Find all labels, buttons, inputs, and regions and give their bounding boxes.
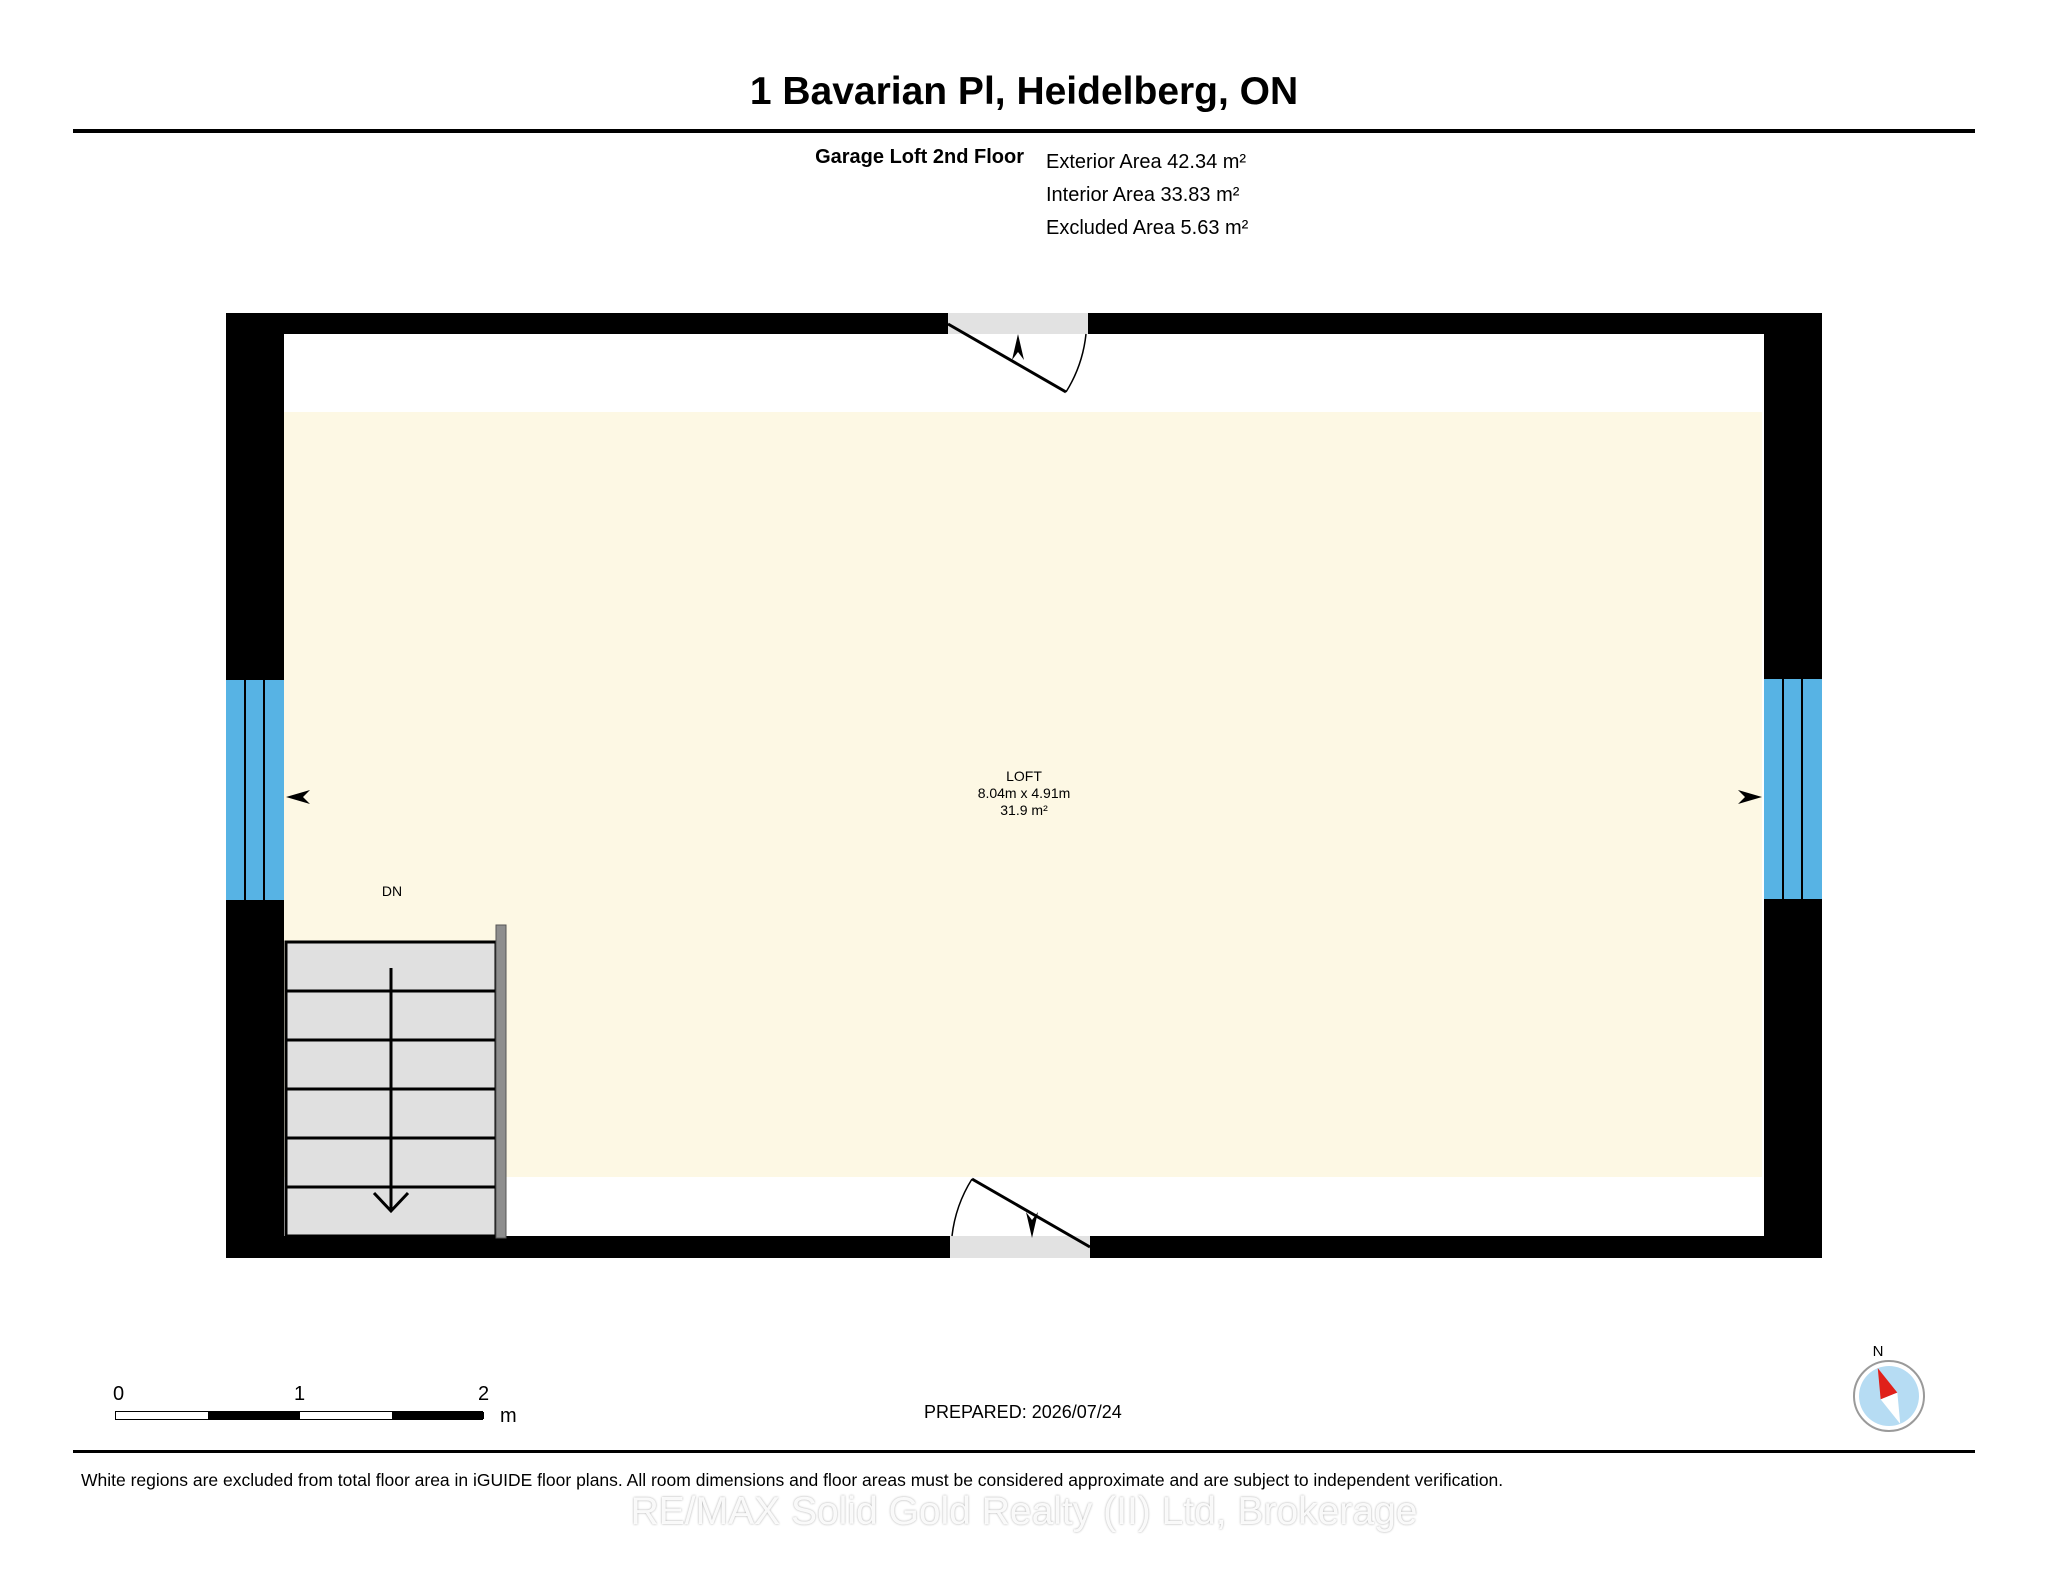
stairs <box>286 925 506 1238</box>
brokerage-watermark: RE/MAX Solid Gold Realty (II) Ltd, Brokerage <box>630 1490 1418 1533</box>
room-area: 31.9 m² <box>1000 802 1048 818</box>
compass-icon <box>1854 1361 1924 1431</box>
bottom-door-opening <box>950 1236 1090 1258</box>
footer-divider <box>73 1450 1975 1453</box>
scale-tick-1: 1 <box>294 1383 306 1405</box>
stairs-label: DN <box>381 883 403 899</box>
left-window <box>226 680 284 900</box>
disclaimer: White regions are excluded from total floor area in iGUIDE floor plans. All room dimensions and floor areas must be considered approximate and are subject to independent verification. <box>81 1470 1504 1490</box>
exterior-area: Exterior Area 42.34 m² <box>1046 151 1247 173</box>
scale-unit: m <box>500 1405 517 1427</box>
room-name: LOFT <box>1006 768 1042 784</box>
scale-tick-2: 2 <box>478 1383 490 1405</box>
scale-bar <box>115 1411 483 1420</box>
compass-north-label: N <box>1872 1343 1884 1360</box>
interior-area: Interior Area 33.83 m² <box>1046 184 1240 206</box>
top-door <box>948 324 1086 392</box>
scale-tick-0: 0 <box>113 1383 125 1405</box>
top-door-opening <box>948 313 1088 334</box>
prepared-date: PREPARED: 2026/07/24 <box>924 1402 1122 1422</box>
excluded-area: Excluded Area 5.63 m² <box>1046 217 1249 239</box>
room-dimensions: 8.04m x 4.91m <box>977 785 1071 801</box>
top-door-arrow-icon <box>1012 334 1024 360</box>
right-window <box>1764 679 1822 899</box>
page-title: 1 Bavarian Pl, Heidelberg, ON <box>749 70 1299 113</box>
floor-name: Garage Loft 2nd Floor <box>815 146 1024 168</box>
bottom-door-arrow-icon <box>1026 1212 1038 1238</box>
